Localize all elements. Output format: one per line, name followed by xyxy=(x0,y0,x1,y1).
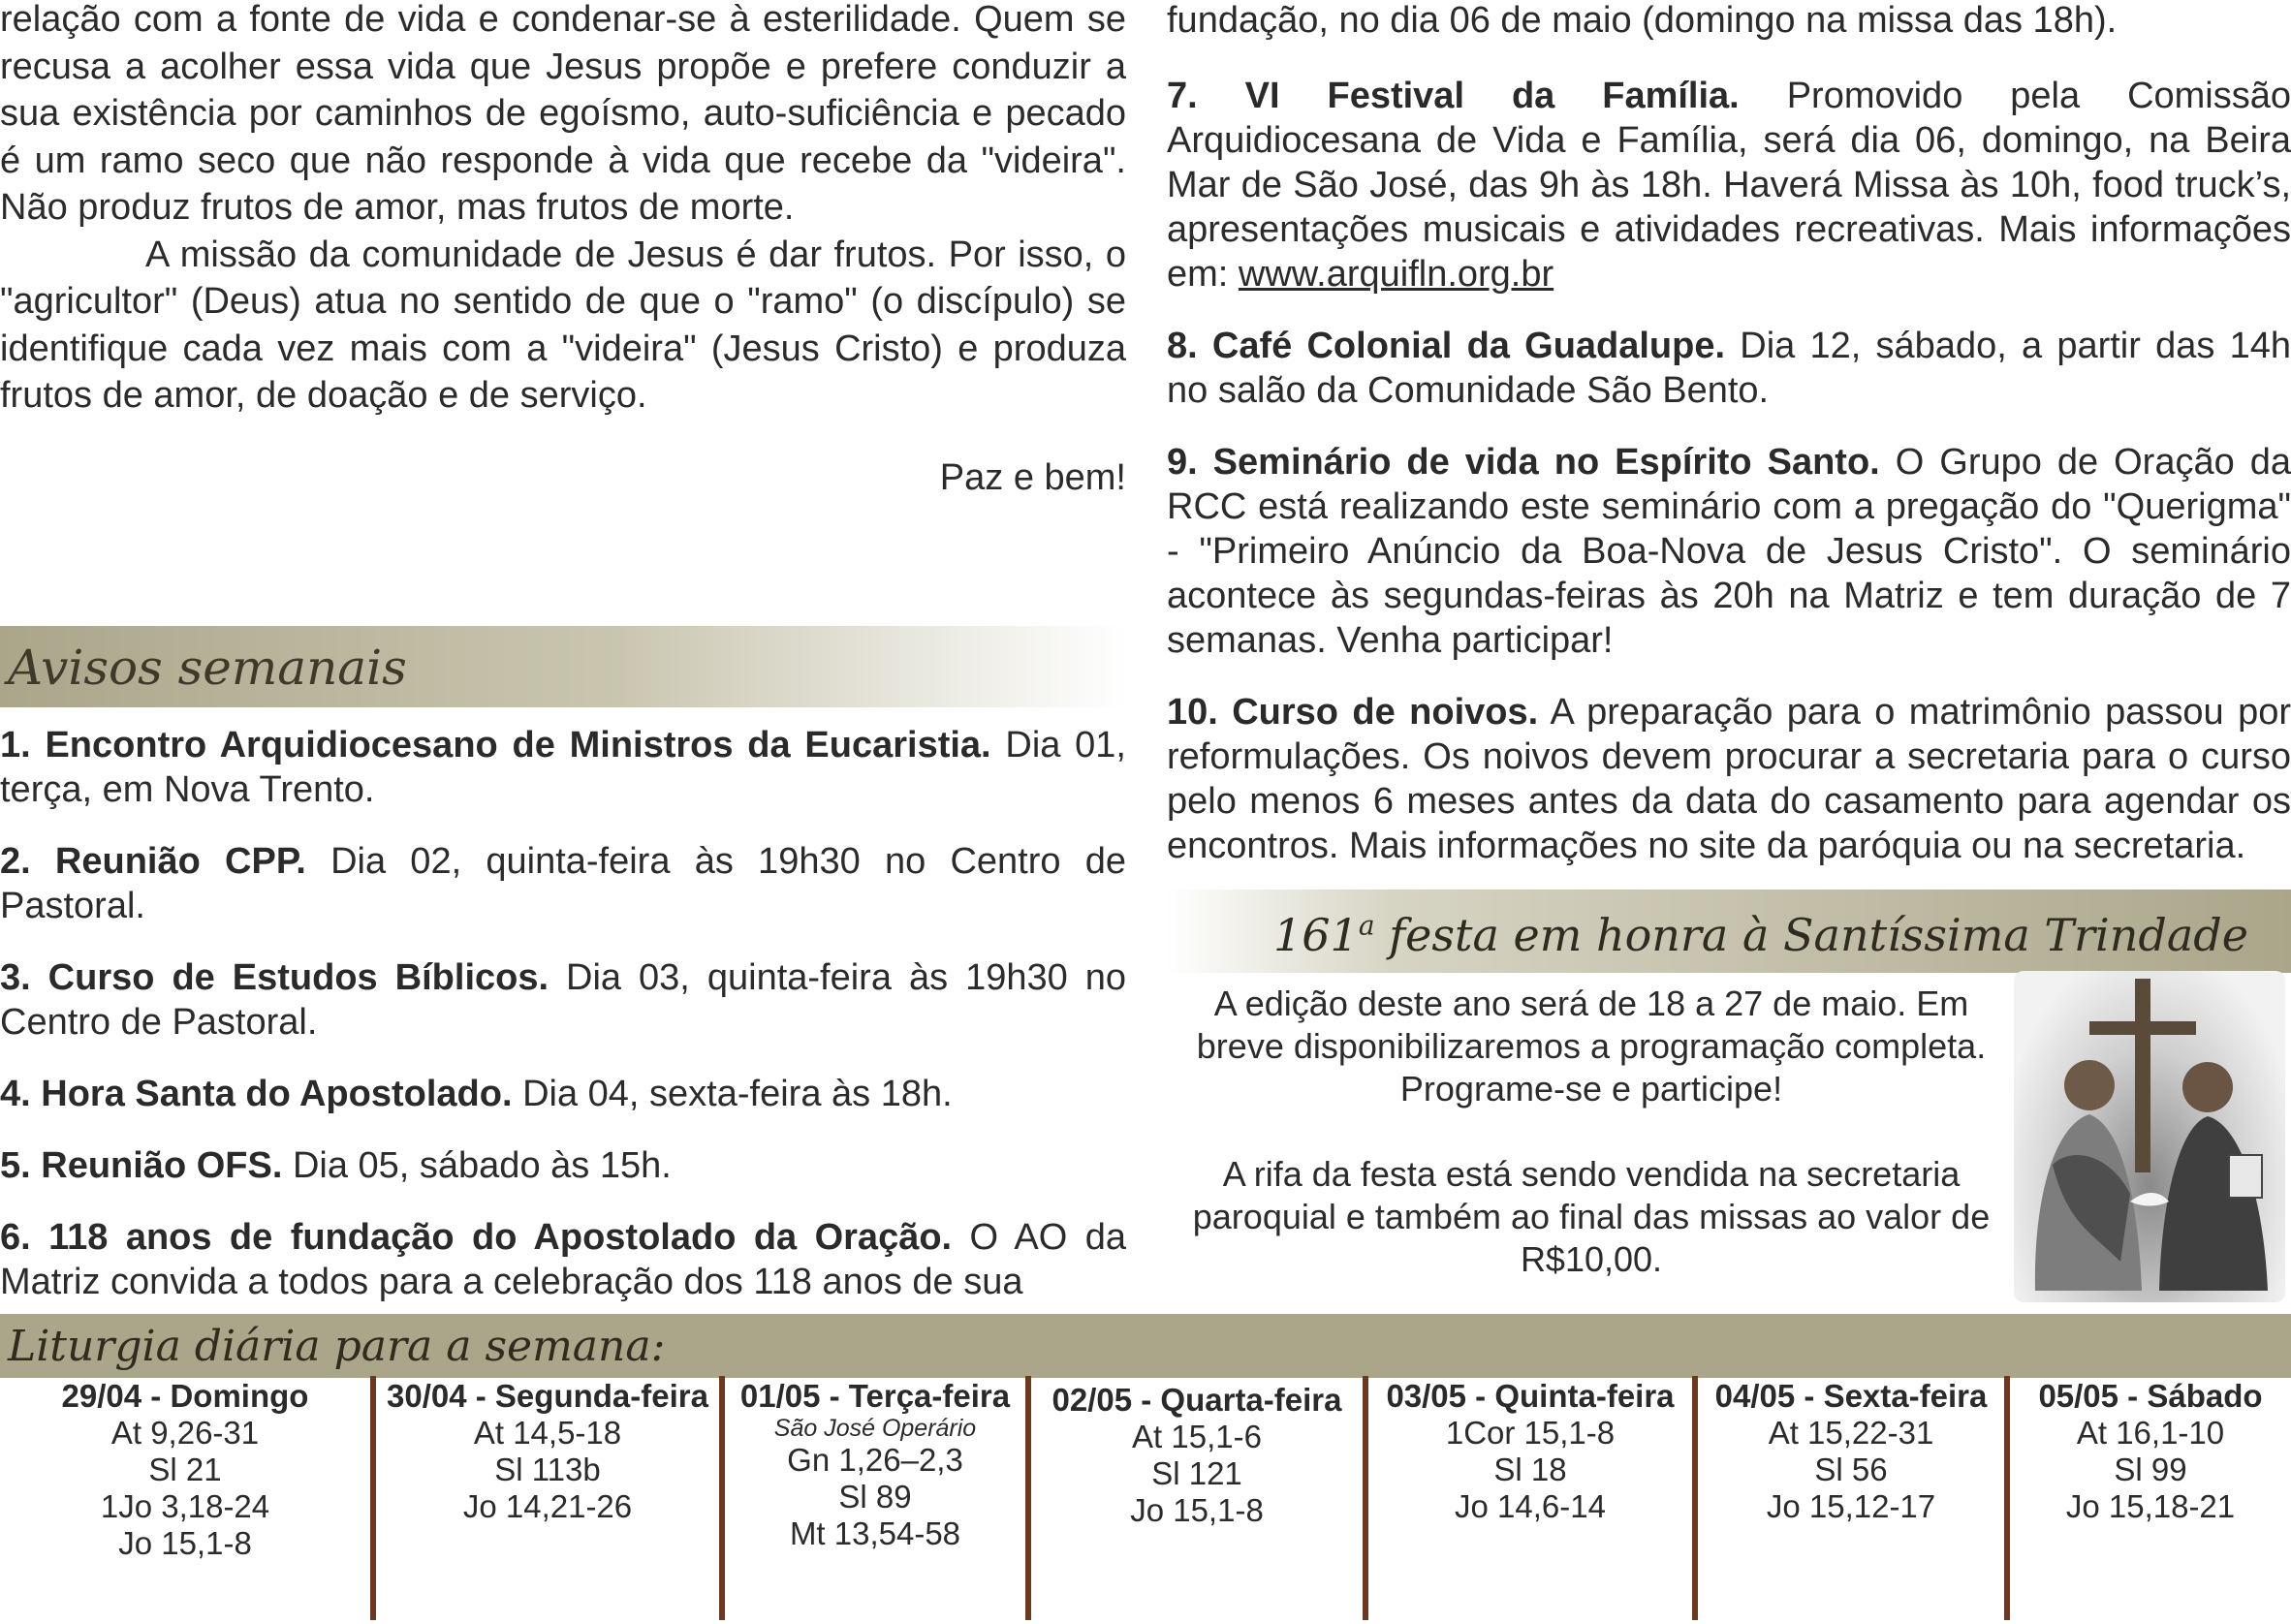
reading: At 9,26-31 xyxy=(110,1415,260,1451)
aviso-6-continued: fundação, no dia 06 de maio (domingo na missa das 18h). xyxy=(1167,0,2118,41)
aviso-item xyxy=(0,723,1126,812)
aviso-text: O Grupo de Oração da RCC está realizando este seminário com a pregação do "Querigma" - "Primeiro Anúncio da Boa-Nova de Jesus Cristo". O seminário acontece às segundas-feiras às 20h na Matriz e tem duração de 7 semanas. Venha participar! xyxy=(1167,442,2291,661)
reading: Jo 15,1-8 xyxy=(118,1525,252,1561)
day-header: 01/05 - Terça-feira xyxy=(739,1378,1011,1414)
aviso-text: Dia 04, sexta-feira às 18h. xyxy=(512,1074,953,1114)
day-column-sunday xyxy=(0,1378,370,1620)
aviso-title: 10. Curso de noivos. xyxy=(1167,692,1539,733)
reading: At 15,22-31 xyxy=(1768,1415,1934,1451)
festa-title xyxy=(1273,909,2281,961)
day-header: 03/05 - Quinta-feira xyxy=(1386,1378,1675,1414)
reading: Jo 15,1-8 xyxy=(1130,1492,1264,1528)
aviso-text: Dia 02, quinta-feira às 19h30 no Centro de Pastoral. xyxy=(0,841,1126,926)
festa-header-band xyxy=(1167,890,2291,973)
day-column-thursday xyxy=(1368,1378,1692,1620)
figure-right-robe xyxy=(2159,1116,2268,1291)
reading: Sl 121 xyxy=(1151,1455,1242,1491)
reading: Sl 99 xyxy=(2114,1452,2187,1487)
left-column xyxy=(0,0,1126,501)
day-divider xyxy=(1692,1376,1698,1620)
festa-paragraph-1: A edição deste ano será de 18 a 27 de maio. Em breve disponibilizaremos a programação completa. Programe-se e participe! xyxy=(1196,984,1987,1109)
reading: Jo 14,21-26 xyxy=(462,1488,633,1524)
day-header: 02/05 - Quarta-feira xyxy=(1051,1382,1342,1418)
reading: 1Jo 3,18-24 xyxy=(100,1488,270,1524)
aviso-item xyxy=(1167,324,2291,413)
day-header: 04/05 - Sexta-feira xyxy=(1714,1378,1988,1414)
avisos-title: Avisos semanais xyxy=(8,640,407,696)
reading: Jo 15,12-17 xyxy=(1766,1488,1936,1524)
reading: At 16,1-10 xyxy=(2076,1415,2225,1451)
reading: Sl 21 xyxy=(148,1452,222,1487)
liturgia-header-band xyxy=(0,1314,2291,1378)
aviso-text: Promovido pela Comissão Arquidiocesana de Vida e Família, será dia 06, domingo, na Beira Mar de São José, das 9h às 18h. Haverá Missa às 10h, food truck’s, apresentações musicais e atividades recreativas. Mais informações em: xyxy=(1167,76,2291,295)
holy-trinity-statue-svg xyxy=(2014,971,2285,1302)
aviso-title: 9. Seminário de vida no Espírito Santo. xyxy=(1167,442,1880,483)
reflection-paragraph-1: relação com a fonte de vida e condenar-se à esterilidade. Quem se recusa a acolher essa vida que Jesus propõe e prefere conduzir a sua existência por caminhos de egoísmo, auto-suficiência e pecado é um ramo seco que não responde à vida que recebe da "videira". Não produz frutos de amor, mas frutos de morte. xyxy=(0,0,1126,228)
aviso-item xyxy=(0,955,1126,1045)
reading: Gn 1,26–2,3 xyxy=(787,1442,963,1478)
cross-vertical xyxy=(2135,979,2150,1172)
festa-text xyxy=(1178,983,2004,1324)
dove-shape xyxy=(2130,1193,2169,1206)
reading: Sl 113b xyxy=(494,1452,601,1487)
day-column-wednesday xyxy=(1031,1378,1363,1624)
day-column-monday xyxy=(376,1378,719,1620)
day-header: 30/04 - Segunda-feira xyxy=(387,1378,708,1414)
aviso-title: 2. Reunião CPP. xyxy=(0,841,306,882)
reading: Sl 89 xyxy=(838,1479,912,1515)
aviso-item xyxy=(0,1143,1126,1188)
cross-horizontal xyxy=(2089,1021,2196,1035)
reading: Mt 13,54-58 xyxy=(789,1515,961,1551)
aviso-item xyxy=(1167,440,2291,663)
signoff: Paz e bem! xyxy=(939,456,1126,498)
aviso-text: Dia 01, terça, em Nova Trento. xyxy=(0,725,1126,810)
day-header: 05/05 - Sábado xyxy=(2038,1378,2263,1414)
festa-title-number: 161 xyxy=(1273,909,1359,961)
reading: Sl 18 xyxy=(1493,1452,1567,1487)
day-divider xyxy=(1363,1376,1368,1620)
avisos-list-left xyxy=(0,723,1126,1331)
aviso-item xyxy=(1167,690,2291,868)
day-divider xyxy=(1025,1376,1031,1620)
festa-paragraph-2: A rifa da festa está sendo vendida na secretaria paroquial e também ao final das missas ao valor de R$10,00. xyxy=(1192,1154,1991,1279)
reflection-paragraph-2: A missão da comunidade de Jesus é dar frutos. Por isso, o "agricultor" (Deus) atua no sentido de que o "ramo" (o discípulo) se identifique cada vez mais com a "videira" (Jesus Cristo) e produza frutos de amor, de doação e de serviço. xyxy=(0,234,1126,416)
aviso-item xyxy=(0,1215,1126,1304)
festa-title-sup: a xyxy=(1358,909,1375,942)
alpha-omega-book xyxy=(2229,1155,2262,1198)
aviso-item xyxy=(0,839,1126,928)
reading: 1Cor 15,1-8 xyxy=(1445,1415,1616,1451)
avisos-header-band xyxy=(0,626,1126,707)
aviso-title: 8. Café Colonial da Guadalupe. xyxy=(1167,326,1726,366)
day-column-tuesday xyxy=(725,1378,1025,1620)
day-column-saturday xyxy=(2010,1378,2291,1620)
aviso-item xyxy=(1167,74,2291,297)
aviso-text: A preparação para o matrimônio passou por reformulações. Os noivos devem procurar a secretaria para o curso pelo menos 6 meses antes da data do casamento para agendar os encontros. Mais informações no site da paróquia ou na secretaria. xyxy=(1167,692,2291,866)
day-header: 29/04 - Domingo xyxy=(61,1378,309,1414)
aviso-title: 1. Encontro Arquidiocesano de Ministros da Eucaristia. xyxy=(0,725,991,765)
aviso-title: 4. Hora Santa do Apostolado. xyxy=(0,1074,513,1114)
reading: Jo 15,18-21 xyxy=(2065,1488,2236,1524)
day-divider xyxy=(2004,1376,2010,1620)
aviso-text: Dia 05, sábado às 15h. xyxy=(282,1145,672,1186)
holy-trinity-statue-icon xyxy=(2014,971,2285,1302)
aviso-text: Dia 03, quinta-feira às 19h30 no Centro de Pastoral. xyxy=(0,957,1126,1043)
day-divider xyxy=(370,1376,376,1620)
reading: Jo 14,6-14 xyxy=(1455,1488,1606,1524)
aviso-title: 5. Reunião OFS. xyxy=(0,1145,283,1186)
aviso-title: 6. 118 anos de fundação do Apostolado da Oração. xyxy=(0,1217,953,1258)
day-column-friday xyxy=(1698,1378,2004,1620)
arquifln-link[interactable]: www.arquifln.org.br xyxy=(1238,254,1554,295)
figure-left-head xyxy=(2064,1060,2115,1110)
day-subtitle: São José Operário xyxy=(773,1415,977,1442)
festa-title-rest: festa em honra à Santíssima Trindade xyxy=(1374,909,2248,961)
aviso-text: Dia 12, sábado, a partir das 14h no salão da Comunidade São Bento. xyxy=(1167,326,2291,411)
reading: At 14,5-18 xyxy=(473,1415,622,1451)
aviso-text: O AO da Matriz convida a todos para a celebração dos 118 anos de sua xyxy=(0,1217,1126,1302)
aviso-title: 3. Curso de Estudos Bíblicos. xyxy=(0,957,549,998)
aviso-item xyxy=(0,1072,1126,1116)
liturgia-days xyxy=(0,1378,2291,1620)
right-column xyxy=(1167,0,2291,895)
liturgia-title: Liturgia diária para a semana: xyxy=(8,1322,666,1371)
reading: At 15,1-6 xyxy=(1132,1419,1262,1454)
day-divider xyxy=(719,1376,725,1620)
reading: Sl 56 xyxy=(1814,1452,1888,1487)
figure-right-head xyxy=(2182,1062,2233,1112)
aviso-title: 7. VI Festival da Família. xyxy=(1167,76,1740,116)
